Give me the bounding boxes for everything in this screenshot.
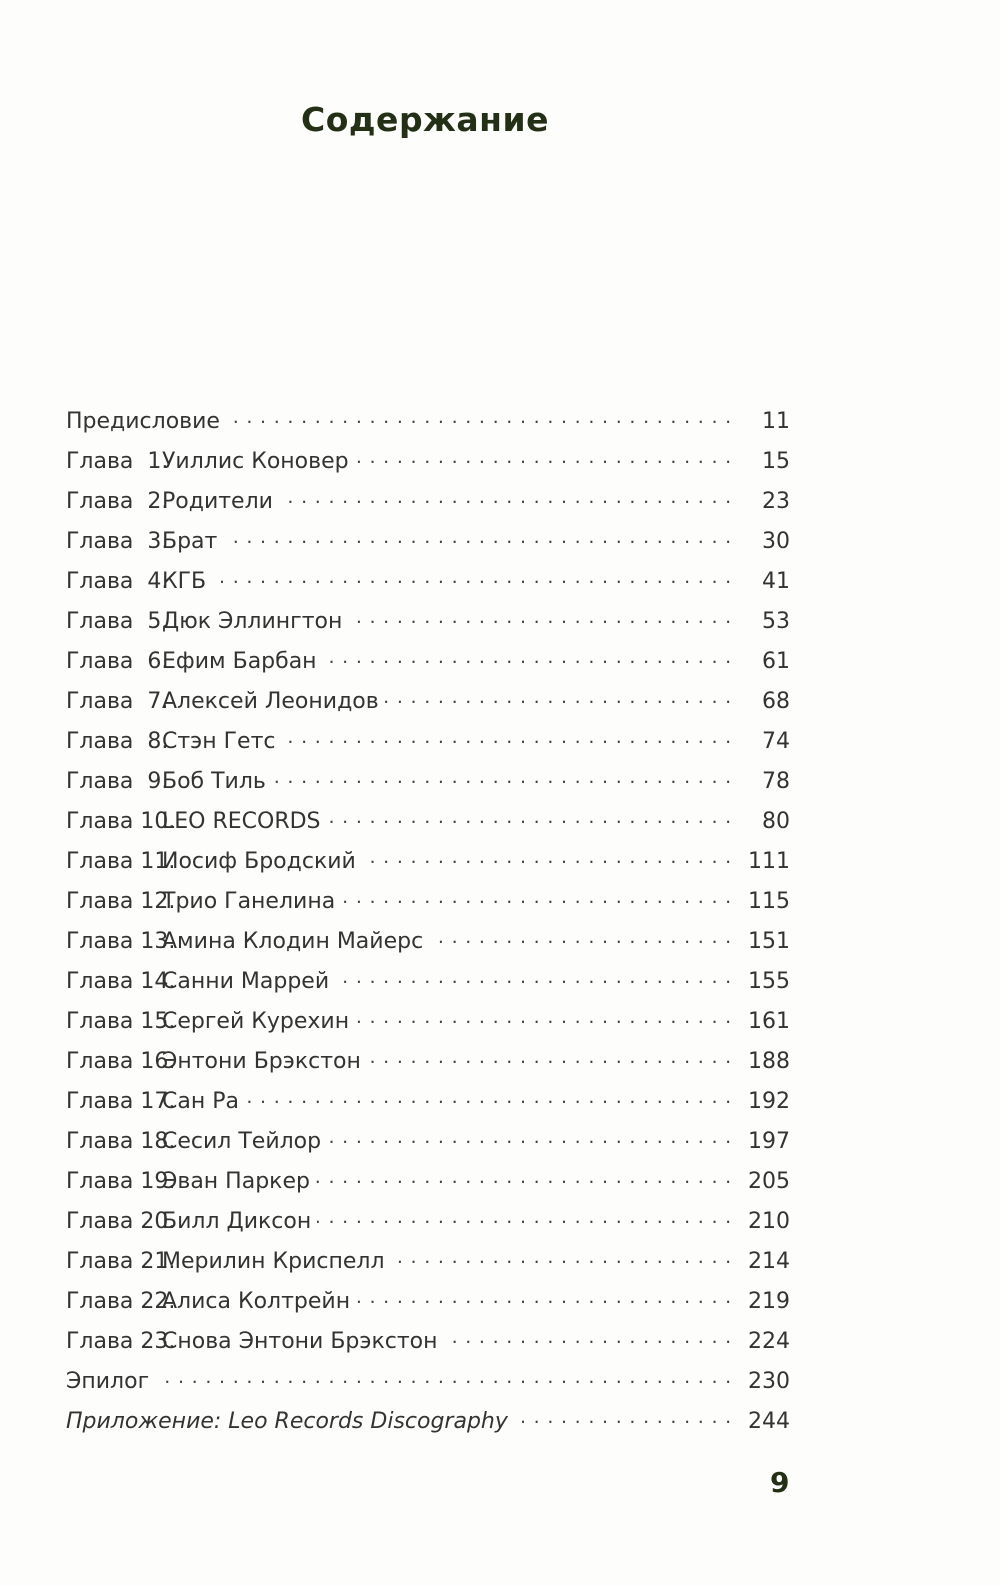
toc-chapter-number: Глава 7.	[66, 689, 169, 714]
toc-entry	[66, 686, 790, 726]
toc-page-number: 53	[762, 609, 790, 634]
toc-chapter-number: Глава 6.	[66, 649, 169, 674]
dot-leader	[444, 1326, 732, 1348]
toc-page-number: 205	[748, 1169, 790, 1194]
toc-page-number: 61	[762, 649, 790, 674]
toc-entry	[66, 486, 790, 526]
dot-leader	[327, 1126, 732, 1148]
toc-chapter-number: Глава 1.	[66, 449, 169, 474]
toc-entry-label: Эпилог	[66, 1369, 150, 1394]
dot-leader	[341, 886, 732, 908]
toc-entry-label: Энтони Брэкстон	[162, 1049, 361, 1074]
toc-page-number: 230	[748, 1369, 790, 1394]
toc-entry-label: LEO RECORDS	[162, 809, 321, 834]
dot-leader	[335, 966, 732, 988]
toc-page-number: 197	[748, 1129, 790, 1154]
toc-page-number: 115	[748, 889, 790, 914]
toc-entry	[66, 1366, 790, 1406]
toc-entry-title	[66, 849, 362, 874]
dot-leader	[385, 686, 732, 708]
dot-leader	[367, 1046, 732, 1068]
toc-entry-label: Сан Ра	[162, 1089, 239, 1114]
toc-entry-label: Эван Паркер	[162, 1169, 310, 1194]
dot-leader	[355, 1006, 732, 1028]
toc-page-number: 80	[762, 809, 790, 834]
dot-leader	[362, 846, 732, 868]
toc-page-number: 30	[762, 529, 790, 554]
toc-page-number: 41	[762, 569, 790, 594]
toc-chapter-number: Глава 18.	[66, 1129, 176, 1154]
toc-chapter-number: Глава 22.	[66, 1289, 176, 1314]
toc-entry-title	[66, 489, 279, 514]
toc-entry-label: Родители	[162, 489, 273, 514]
dot-leader	[514, 1406, 732, 1428]
toc-entry	[66, 566, 790, 606]
toc-chapter-number: Глава 3.	[66, 529, 169, 554]
toc-entry	[66, 1086, 790, 1126]
toc-entry	[66, 606, 790, 646]
toc-entry-title	[66, 929, 429, 954]
toc-page-number: 210	[748, 1209, 790, 1234]
toc-entry-title	[66, 809, 327, 834]
toc-entry-title	[66, 1289, 356, 1314]
toc-chapter-number: Глава 17.	[66, 1089, 176, 1114]
toc-entry	[66, 1246, 790, 1286]
toc-entry-title	[66, 649, 323, 674]
dot-leader	[282, 726, 733, 748]
dot-leader	[279, 486, 732, 508]
toc-entry-label: Уиллис Коновер	[162, 449, 349, 474]
toc-page-number: 244	[748, 1409, 790, 1434]
dot-leader	[327, 806, 732, 828]
toc-entry	[66, 846, 790, 886]
toc-entry	[66, 1006, 790, 1046]
dot-leader	[155, 1366, 732, 1388]
toc-entry	[66, 1166, 790, 1206]
toc-page-number: 74	[762, 729, 790, 754]
page-title: Содержание	[301, 100, 549, 139]
toc-entry-label: Стэн Гетс	[162, 729, 276, 754]
toc-page-number: 192	[748, 1089, 790, 1114]
toc-entry	[66, 926, 790, 966]
toc-entry-title	[66, 529, 223, 554]
page-number: 9	[770, 1466, 790, 1499]
dot-leader	[391, 1246, 732, 1268]
toc-page-number: 219	[748, 1289, 790, 1314]
dot-leader	[223, 526, 732, 548]
table-of-contents	[66, 406, 790, 1446]
toc-entry-title	[66, 1089, 245, 1114]
toc-page-number: 111	[748, 849, 790, 874]
toc-entry-title	[66, 1329, 444, 1354]
toc-chapter-number: Глава 2.	[66, 489, 169, 514]
toc-chapter-number: Глава 14.	[66, 969, 176, 994]
toc-entry	[66, 446, 790, 486]
toc-entry	[66, 886, 790, 926]
toc-entry	[66, 646, 790, 686]
toc-entry-title	[66, 1369, 155, 1394]
toc-page-number: 23	[762, 489, 790, 514]
toc-entry-label: Иосиф Бродский	[162, 849, 356, 874]
toc-entry-label: Билл Диксон	[162, 1209, 312, 1234]
toc-chapter-number: Глава 8.	[66, 729, 169, 754]
toc-chapter-number: Глава 12.	[66, 889, 176, 914]
toc-chapter-number: Глава 13.	[66, 929, 176, 954]
dot-leader	[245, 1086, 732, 1108]
toc-entry	[66, 766, 790, 806]
toc-entry-title	[66, 1009, 355, 1034]
dot-leader	[356, 1286, 732, 1308]
toc-entry	[66, 406, 790, 446]
toc-entry-title	[66, 569, 212, 594]
dot-leader	[226, 406, 732, 428]
dot-leader	[355, 446, 732, 468]
toc-chapter-number: Глава 15.	[66, 1009, 176, 1034]
toc-entry-label: Ефим Барбан	[162, 649, 317, 674]
toc-entry-title	[66, 1049, 367, 1074]
toc-entry-label: Мерилин Криспелл	[162, 1249, 385, 1274]
toc-entry	[66, 526, 790, 566]
toc-chapter-number: Глава 20.	[66, 1209, 176, 1234]
toc-chapter-number: Глава 9.	[66, 769, 169, 794]
toc-entry	[66, 1126, 790, 1166]
toc-entry-label: Приложение: Leo Records Discography	[66, 1409, 508, 1434]
toc-page-number: 78	[762, 769, 790, 794]
toc-page-number: 214	[748, 1249, 790, 1274]
toc-entry-label: Трио Ганелина	[162, 889, 336, 914]
dot-leader	[272, 766, 732, 788]
toc-page-number: 151	[748, 929, 790, 954]
toc-entry-title	[66, 609, 348, 634]
toc-entry-title	[66, 969, 335, 994]
toc-chapter-number: Глава 11.	[66, 849, 176, 874]
dot-leader	[429, 926, 732, 948]
toc-chapter-number: Глава 21.	[66, 1249, 176, 1274]
toc-entry-label: Боб Тиль	[162, 769, 266, 794]
dot-leader	[316, 1166, 732, 1188]
toc-entry	[66, 1406, 790, 1446]
toc-entry-title	[66, 1209, 317, 1234]
toc-entry-label: Алиса Колтрейн	[162, 1289, 351, 1314]
toc-entry	[66, 806, 790, 846]
toc-entry-title	[66, 889, 341, 914]
toc-entry	[66, 1046, 790, 1086]
dot-leader	[323, 646, 732, 668]
dot-leader	[212, 566, 732, 588]
toc-entry-title	[66, 1409, 514, 1434]
toc-entry-title	[66, 729, 282, 754]
toc-chapter-number: Глава 4.	[66, 569, 169, 594]
toc-page-number: 68	[762, 689, 790, 714]
dot-leader	[317, 1206, 732, 1228]
toc-page-number: 15	[762, 449, 790, 474]
toc-entry-label: Сесил Тейлор	[162, 1129, 322, 1154]
toc-entry-title	[66, 769, 272, 794]
toc-entry-title	[66, 449, 355, 474]
toc-entry-label: Предисловие	[66, 409, 220, 434]
toc-entry-label: Брат	[162, 529, 218, 554]
toc-chapter-number: Глава 23.	[66, 1329, 176, 1354]
toc-page-number: 188	[748, 1049, 790, 1074]
toc-entry-label: Санни Маррей	[162, 969, 330, 994]
toc-page-number: 155	[748, 969, 790, 994]
toc-chapter-number: Глава 10.	[66, 809, 176, 834]
toc-entry-title	[66, 1249, 391, 1274]
toc-entry-label: Снова Энтони Брэкстон	[162, 1329, 438, 1354]
toc-page-number: 224	[748, 1329, 790, 1354]
toc-entry-title	[66, 1169, 316, 1194]
toc-entry	[66, 1206, 790, 1246]
dot-leader	[348, 606, 732, 628]
toc-entry	[66, 966, 790, 1006]
toc-entry-label: КГБ	[162, 569, 207, 594]
toc-entry-label: Амина Клодин Майерс	[162, 929, 424, 954]
toc-entry-label: Алексей Леонидов	[162, 689, 379, 714]
toc-entry-title	[66, 689, 385, 714]
toc-chapter-number: Глава 5.	[66, 609, 169, 634]
toc-entry	[66, 1326, 790, 1366]
toc-chapter-number: Глава 19.	[66, 1169, 176, 1194]
toc-entry-title	[66, 1129, 327, 1154]
toc-entry	[66, 1286, 790, 1326]
toc-page-number: 11	[762, 409, 790, 434]
toc-entry-label: Сергей Курехин	[162, 1009, 350, 1034]
toc-page-number: 161	[748, 1009, 790, 1034]
toc-entry-title	[66, 409, 226, 434]
toc-entry	[66, 726, 790, 766]
toc-chapter-number: Глава 16.	[66, 1049, 176, 1074]
toc-entry-label: Дюк Эллингтон	[162, 609, 343, 634]
